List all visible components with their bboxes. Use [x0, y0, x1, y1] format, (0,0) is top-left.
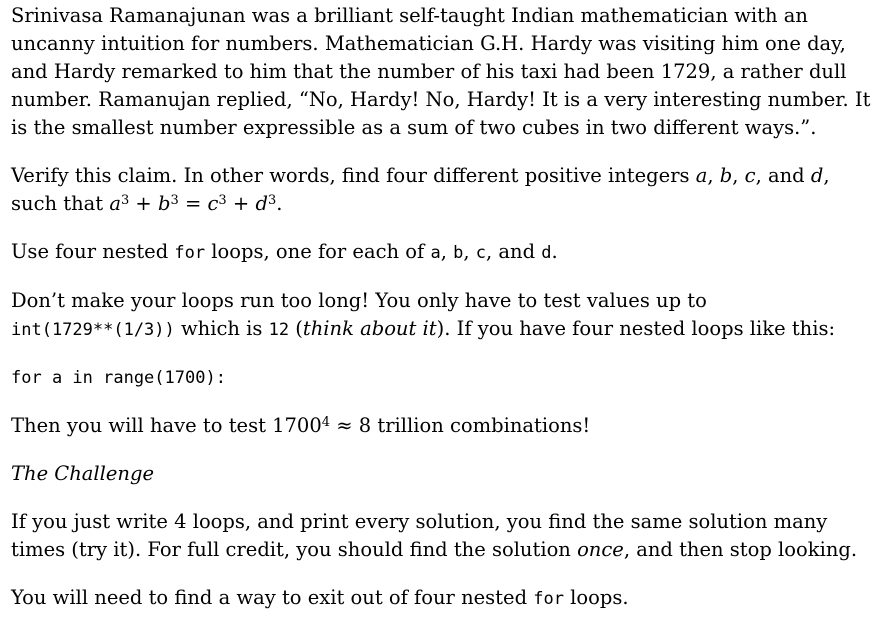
separator: , and [486, 240, 542, 263]
intro-line-1: Srinivasa Ramanajunan was a brilliant self-taught Indian mathematician with an [11, 4, 808, 27]
challenge-heading: The Challenge [11, 462, 155, 485]
verify-line-2 [11, 190, 883, 218]
intro-line-5: is the smallest number expressible as a sum of two cubes in two different ways.”. [11, 116, 817, 139]
limit-text: ). If you have four nested loops like this: [436, 317, 836, 340]
combinations-paragraph [11, 412, 883, 440]
code-c: c [475, 243, 486, 263]
such-that-text: such that [11, 192, 110, 215]
eq-c: c [207, 192, 219, 215]
intro-line-2: uncanny intuition for numbers. Mathematician G.H. Hardy was visiting him one day, [11, 32, 846, 55]
intro-line-4: number. Ramanujan replied, “No, Hardy! No, Hardy! It is a very interesting number. It [11, 88, 871, 111]
loops-paragraph [11, 238, 883, 267]
limit-text: which is [174, 317, 269, 340]
once-emphasis: once [577, 538, 624, 561]
challenge-paragraph [11, 508, 883, 564]
limit-line-2 [11, 315, 883, 344]
var-c: c [744, 164, 756, 187]
combinations-text: ≈ 8 trillion combinations! [330, 414, 591, 437]
verify-text: Verify this claim. In other words, find four different positive integers [11, 164, 696, 187]
separator: , [732, 164, 745, 187]
equals-sign: = [178, 192, 208, 215]
plus-sign: + [226, 192, 256, 215]
exponent: 3 [218, 193, 227, 208]
period: . [551, 240, 558, 263]
code-d: d [541, 243, 552, 263]
code-a: a [430, 243, 441, 263]
code-b: b [453, 243, 464, 263]
comma: , [823, 164, 830, 187]
exit-text: loops. [563, 586, 629, 609]
separator: , and [755, 164, 811, 187]
plus-sign: + [129, 192, 158, 215]
exponent: 4 [321, 415, 331, 430]
code-example: for a in range(1700): [11, 368, 226, 388]
intro-paragraph [11, 2, 883, 142]
limit-paragraph [11, 287, 883, 344]
limit-line-1: Don’t make your loops run too long! You only have to test values up to [11, 289, 707, 312]
period: . [276, 192, 283, 215]
separator: , [440, 240, 454, 263]
exponent: 3 [170, 193, 179, 208]
code-for: for [533, 589, 564, 609]
loops-text: loops, one for each of [205, 240, 431, 263]
challenge-text: times (try it). For full credit, you should find the solution [11, 538, 578, 561]
document-page [11, 2, 883, 633]
combinations-text: Then you will have to test 1700 [11, 414, 322, 437]
separator: , [707, 164, 720, 187]
challenge-line-1: If you just write 4 loops, and print every solution, you find the same solution many [11, 510, 828, 533]
code-for: for [174, 243, 206, 263]
eq-b: b [157, 192, 171, 215]
code-twelve: 12 [268, 320, 290, 340]
exit-paragraph [11, 584, 883, 613]
limit-text: ( [289, 317, 303, 340]
var-b: b [719, 164, 733, 187]
exit-text: You will need to find a way to exit out of four nested [11, 586, 534, 609]
code-cube-root: int(1729**(1/3)) [11, 320, 175, 340]
cube-equation [109, 192, 276, 215]
challenge-text: , and then stop looking. [623, 538, 858, 561]
challenge-line-2 [11, 536, 883, 564]
think-about-it: think about it [302, 317, 437, 340]
verify-line-1 [11, 162, 883, 190]
verify-paragraph [11, 162, 883, 218]
eq-a: a [109, 192, 121, 215]
exponent: 3 [120, 193, 130, 208]
eq-d: d [255, 192, 268, 215]
exponent: 3 [267, 193, 277, 208]
var-a: a [695, 164, 708, 187]
separator: , [463, 240, 476, 263]
intro-line-3: and Hardy remarked to him that the number of his taxi had been 1729, a rather dull [11, 60, 847, 83]
var-d: d [810, 164, 824, 187]
loops-text: Use four nested [11, 240, 175, 263]
